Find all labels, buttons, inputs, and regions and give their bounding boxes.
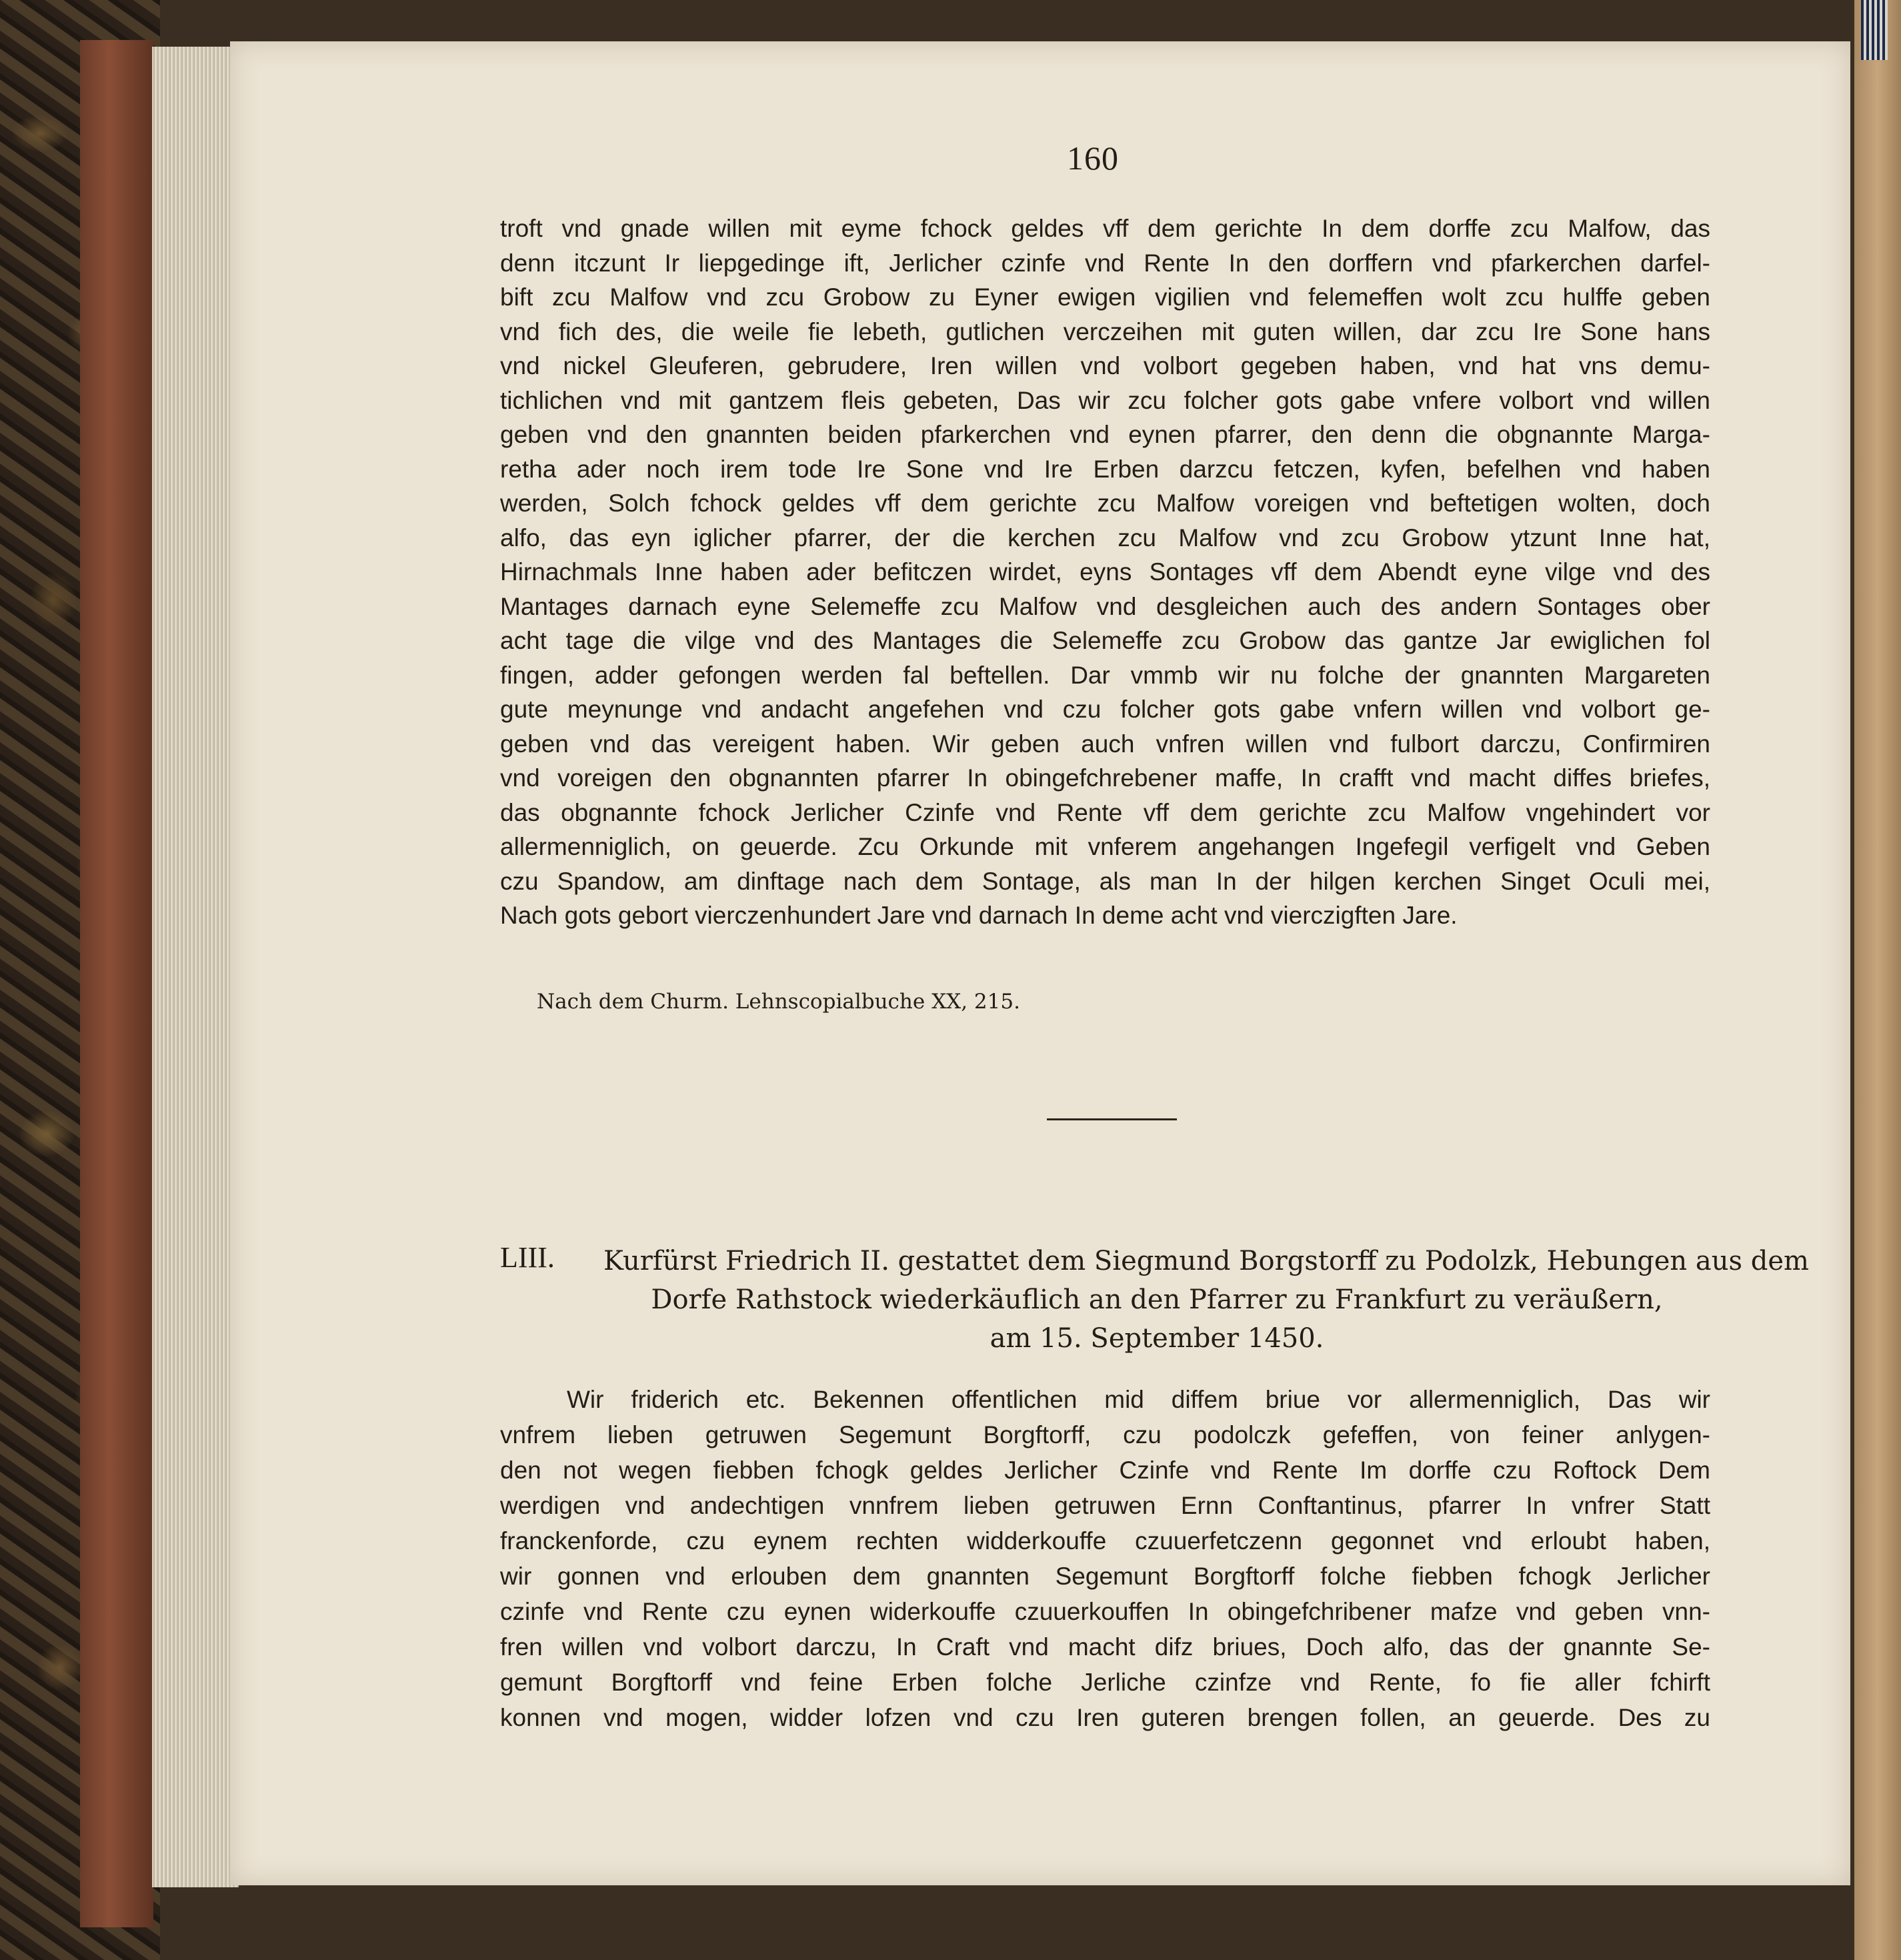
source-citation: Nach dem Churm. Lehnscopialbuche XX, 215.: [537, 990, 1020, 1014]
page-number: 160: [1067, 139, 1119, 177]
text-line: das obgnannte fchock Jerlicher Czinfe vnd Rente vff dem gerichte zcu Malfow vngehindert vor: [500, 798, 1710, 826]
text-line: tichlichen vnd mit gantzem fleis gebeten, Das wir zcu folcher gots gabe vnfere volbort vnd willen: [500, 386, 1710, 414]
text-line: czinfe vnd Rente czu eynen widerkouffe czuuerkouffen In obingefchribener mafze vnd geben vnn-: [500, 1598, 1710, 1625]
text-line: alfo, das eyn iglicher pfarrer, der die kerchen zcu Malfow vnd zcu Grobow ytzunt Inne hat,: [500, 524, 1710, 552]
text-line: troft vnd gnade willen mit eyme fchock geldes vff dem gerichte In dem dorffe zcu Malfow, das: [500, 215, 1710, 242]
text-line: allermenniglich, on geuerde. Zcu Orkunde mit vnferem angehangen Ingefegil verfigelt vnd Geben: [500, 833, 1710, 860]
text-line: vnd voreigen den obgnannten pfarrer In obingefchrebener maffe, In crafft vnd macht diffes briefes,: [500, 764, 1710, 792]
text-line: retha ader noch irem tode Ire Sone vnd Ire Erben darzcu fetczen, kyfen, befelhen vnd haben: [500, 455, 1710, 483]
text-line: Hirnachmals Inne haben ader befitczen wirdet, eyns Sontages vff dem Abendt eyne vilge vnd des: [500, 558, 1710, 586]
text-line: franckenforde, czu eynem rechten widderkouffe czuuerfetczenn gegonnet vnd erloubt haben,: [500, 1527, 1710, 1555]
heading-line: Dorfe Rathstock wiederkäuflich an den Pfarrer zu Frankfurt zu veräußern,: [651, 1284, 1663, 1315]
book-page: [230, 41, 1850, 1885]
text-line: vnfrem lieben getruwen Segemunt Borgftorff, czu podolczk gefeffen, von feiner anlygen-: [500, 1421, 1710, 1448]
color-calibration-strip: [1861, 0, 1888, 60]
text-line: gemunt Borgftorff vnd feine Erben folche Jerliche czinfze vnd Rente, fo fie aller fchirft: [500, 1669, 1710, 1696]
text-line: vnd fich des, die weile fie lebeth, gutlichen verczeihen mit guten willen, dar zcu Ire Sone hans: [500, 317, 1710, 345]
text-line: bift zcu Malfow vnd zcu Grobow zu Eyner ewigen vigilien vnd felemeffen wolt zcu hulffe geben: [500, 283, 1710, 311]
text-line: fren willen vnd volbort darczu, In Craft vnd macht difz briues, Doch alfo, das der gnannte Se-: [500, 1633, 1710, 1661]
text-line: fingen, adder gefongen werden fal beftellen. Dar vmmb wir nu folche der gnannten Margareten: [500, 661, 1710, 689]
text-line: Wir friderich etc. Bekennen offentlichen mid diffem briue vor allermenniglich, Das wir: [567, 1386, 1710, 1413]
text-line: vnd nickel Gleuferen, gebrudere, Iren willen vnd volbort gegeben haben, vnd hat vns demu-: [500, 352, 1710, 379]
text-line: wir gonnen vnd erlouben dem gnannten Segemunt Borgftorff folche fiebben fchogk Jerlicher: [500, 1563, 1710, 1590]
page-edges-stack: [152, 47, 239, 1887]
text-line: geben vnd den gnannten beiden pfarkerchen vnd eynen pfarrer, den denn die obgnannte Marga-: [500, 421, 1710, 448]
text-line: czu Spandow, am dinftage nach dem Sontage, als man In der hilgen kerchen Singet Oculi mei,: [500, 867, 1710, 895]
text-line: Nach gots gebort vierczenhundert Jare vnd darnach In deme acht vnd vierczigften Jare.: [500, 902, 1458, 929]
heading-line: am 15. September 1450.: [990, 1323, 1324, 1354]
text-line: werden, Solch fchock geldes vff dem gerichte zcu Malfow voreigen vnd beftetigen wolten, doch: [500, 489, 1710, 517]
text-line: gute meynunge vnd andacht angefehen vnd czu folcher gots gabe vnfern willen vnd volbort ge-: [500, 696, 1710, 723]
text-line: denn itczunt Ir liepgedinge ift, Jerlicher czinfe vnd Rente In den dorffern vnd pfarkerchen darfel-: [500, 249, 1710, 277]
section-divider: [1047, 1118, 1177, 1120]
document-number: LIII.: [500, 1241, 555, 1274]
book-spine-binding: [80, 40, 153, 1927]
document-body: [500, 1382, 1710, 1735]
document-heading: [603, 1242, 1809, 1358]
heading-line: Kurfürst Friedrich II. gestattet dem Siegmund Borgstorff zu Podolzk, Hebungen aus dem: [603, 1246, 1809, 1276]
right-cover-edge: [1854, 0, 1901, 1960]
text-line: den not wegen fiebben fchogk geldes Jerlicher Czinfe vnd Rente Im dorffe czu Roftock Dem: [500, 1456, 1710, 1484]
text-line: geben vnd das vereigent haben. Wir geben auch vnfren willen vnd fulbort darczu, Confirmiren: [500, 730, 1710, 758]
text-line: acht tage die vilge vnd des Mantages die Selemeffe zcu Grobow das gantze Jar ewiglichen fol: [500, 627, 1710, 654]
text-line: Mantages darnach eyne Selemeffe zcu Malfow vnd desgleichen auch des andern Sontages ober: [500, 592, 1710, 620]
text-line: werdigen vnd andechtigen vnnfrem lieben getruwen Ernn Conftantinus, pfarrer In vnfrer Statt: [500, 1492, 1710, 1519]
document-body-continued: [500, 211, 1710, 933]
text-line: konnen vnd mogen, widder lofzen vnd czu Iren guteren brengen follen, an geuerde. Des zu: [500, 1704, 1710, 1731]
